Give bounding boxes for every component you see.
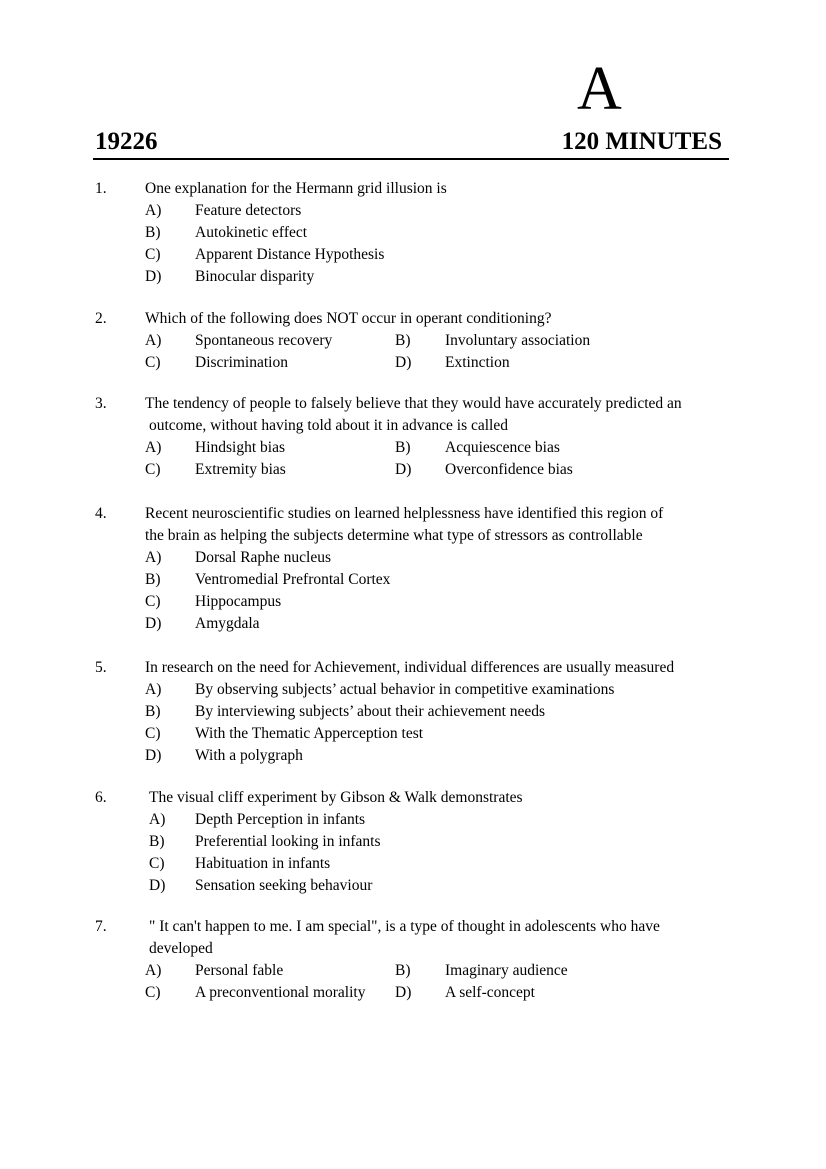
option-label: C)	[145, 725, 161, 742]
option-c	[145, 591, 735, 613]
question-text: In research on the need for Achievement, individual differences are usually measured	[145, 659, 675, 676]
question-number: 1.	[95, 180, 107, 197]
option-label: B)	[145, 703, 161, 720]
option-list	[145, 809, 735, 897]
option-text: Imaginary audience	[445, 962, 568, 979]
option-label: A)	[149, 811, 166, 828]
option-list	[145, 679, 735, 767]
option-c	[145, 244, 735, 266]
question-number: 5.	[95, 659, 107, 676]
option-list	[145, 960, 735, 1004]
option-label: D)	[395, 354, 412, 371]
question-text-line-2: the brain as helping the subjects determine what type of stressors as controllable	[145, 527, 643, 544]
option-list	[145, 200, 735, 288]
option-label: B)	[395, 962, 411, 979]
option-label: A)	[145, 202, 162, 219]
option-b	[145, 222, 735, 244]
option-label: C)	[145, 984, 161, 1001]
question-3	[95, 393, 735, 481]
option-d	[145, 745, 735, 767]
option-row	[145, 982, 735, 1004]
option-text: Extinction	[445, 354, 510, 371]
option-a	[145, 809, 735, 831]
option-row	[145, 330, 735, 352]
option-row	[145, 960, 735, 982]
option-text: Apparent Distance Hypothesis	[195, 246, 385, 263]
option-label: C)	[149, 855, 165, 872]
option-label: D)	[145, 268, 162, 285]
question-5	[95, 657, 735, 767]
option-list	[145, 330, 735, 374]
question-4	[95, 503, 735, 635]
option-text: With the Thematic Apperception test	[195, 725, 424, 742]
header-divider	[93, 158, 729, 160]
paper-code: 19226	[95, 128, 158, 155]
question-text-line-2: outcome, without having told about it in advance is called	[149, 417, 508, 434]
option-b	[145, 569, 735, 591]
question-6	[95, 787, 735, 897]
option-a	[145, 200, 735, 222]
option-text: Amygdala	[195, 615, 260, 632]
option-text: Habituation in infants	[195, 855, 331, 872]
question-number: 4.	[95, 505, 107, 522]
option-row	[145, 437, 735, 459]
option-a	[145, 679, 735, 701]
option-label: A)	[145, 549, 162, 566]
question-number: 6.	[95, 789, 107, 806]
option-text: Overconfidence bias	[445, 461, 573, 478]
option-label: B)	[395, 332, 411, 349]
option-label: A)	[145, 439, 162, 456]
option-text: By interviewing subjects’ about their achievement needs	[195, 703, 546, 720]
question-text-line-1: " It can't happen to me. I am special", is a type of thought in adolescents who have	[149, 918, 660, 935]
option-text: A preconventional morality	[195, 984, 366, 1001]
option-text: Acquiescence bias	[445, 439, 560, 456]
option-text: Discrimination	[195, 354, 288, 371]
option-text: Hindsight bias	[195, 439, 285, 456]
option-label: D)	[395, 461, 412, 478]
option-d	[145, 613, 735, 635]
option-b	[145, 701, 735, 723]
option-text: Dorsal Raphe nucleus	[195, 549, 332, 566]
question-text-line-1: The tendency of people to falsely believe that they would have accurately predicted an	[145, 395, 682, 412]
option-list	[145, 547, 735, 635]
option-row	[145, 352, 735, 374]
option-text: Personal fable	[195, 962, 284, 979]
question-1	[95, 178, 735, 288]
option-text: Sensation seeking behaviour	[195, 877, 373, 894]
option-label: C)	[145, 354, 161, 371]
option-c	[145, 723, 735, 745]
option-text: Extremity bias	[195, 461, 286, 478]
option-text: Binocular disparity	[195, 268, 315, 285]
option-label: B)	[145, 571, 161, 588]
option-row	[145, 459, 735, 481]
question-text: Which of the following does NOT occur in operant conditioning?	[145, 310, 552, 327]
question-7	[95, 916, 735, 1004]
option-label: D)	[149, 877, 166, 894]
option-c	[145, 853, 735, 875]
exam-duration: 120 MINUTES	[561, 128, 722, 155]
option-text: Ventromedial Prefrontal Cortex	[195, 571, 391, 588]
question-text-line-1: Recent neuroscientific studies on learned helplessness have identified this region of	[145, 505, 664, 522]
option-b	[145, 831, 735, 853]
question-text-line-2: developed	[149, 940, 213, 957]
option-label: A)	[145, 332, 162, 349]
option-text: Involuntary association	[445, 332, 591, 349]
question-text: One explanation for the Hermann grid illusion is	[145, 180, 447, 197]
question-series-letter: A	[577, 55, 622, 123]
question-2	[95, 308, 735, 374]
option-text: Hippocampus	[195, 593, 282, 610]
option-label: B)	[149, 833, 165, 850]
option-text: Feature detectors	[195, 202, 302, 219]
option-text: By observing subjects’ actual behavior in competitive examinations	[195, 681, 615, 698]
option-label: D)	[145, 747, 162, 764]
option-text: Preferential looking in infants	[195, 833, 381, 850]
option-text: Autokinetic effect	[195, 224, 308, 241]
option-text: Spontaneous recovery	[195, 332, 333, 349]
question-number: 2.	[95, 310, 107, 327]
option-d	[145, 266, 735, 288]
option-text: Depth Perception in infants	[195, 811, 366, 828]
question-number: 7.	[95, 918, 107, 935]
option-label: D)	[145, 615, 162, 632]
question-text: The visual cliff experiment by Gibson & Walk demonstrates	[149, 789, 523, 806]
option-label: A)	[145, 962, 162, 979]
option-text: With a polygraph	[195, 747, 303, 764]
option-label: B)	[395, 439, 411, 456]
option-d	[145, 875, 735, 897]
option-text: A self-concept	[445, 984, 535, 1001]
question-number: 3.	[95, 395, 107, 412]
option-label: B)	[145, 224, 161, 241]
option-label: D)	[395, 984, 412, 1001]
option-list	[145, 437, 735, 481]
option-label: C)	[145, 461, 161, 478]
option-label: A)	[145, 681, 162, 698]
option-label: C)	[145, 593, 161, 610]
option-a	[145, 547, 735, 569]
option-label: C)	[145, 246, 161, 263]
